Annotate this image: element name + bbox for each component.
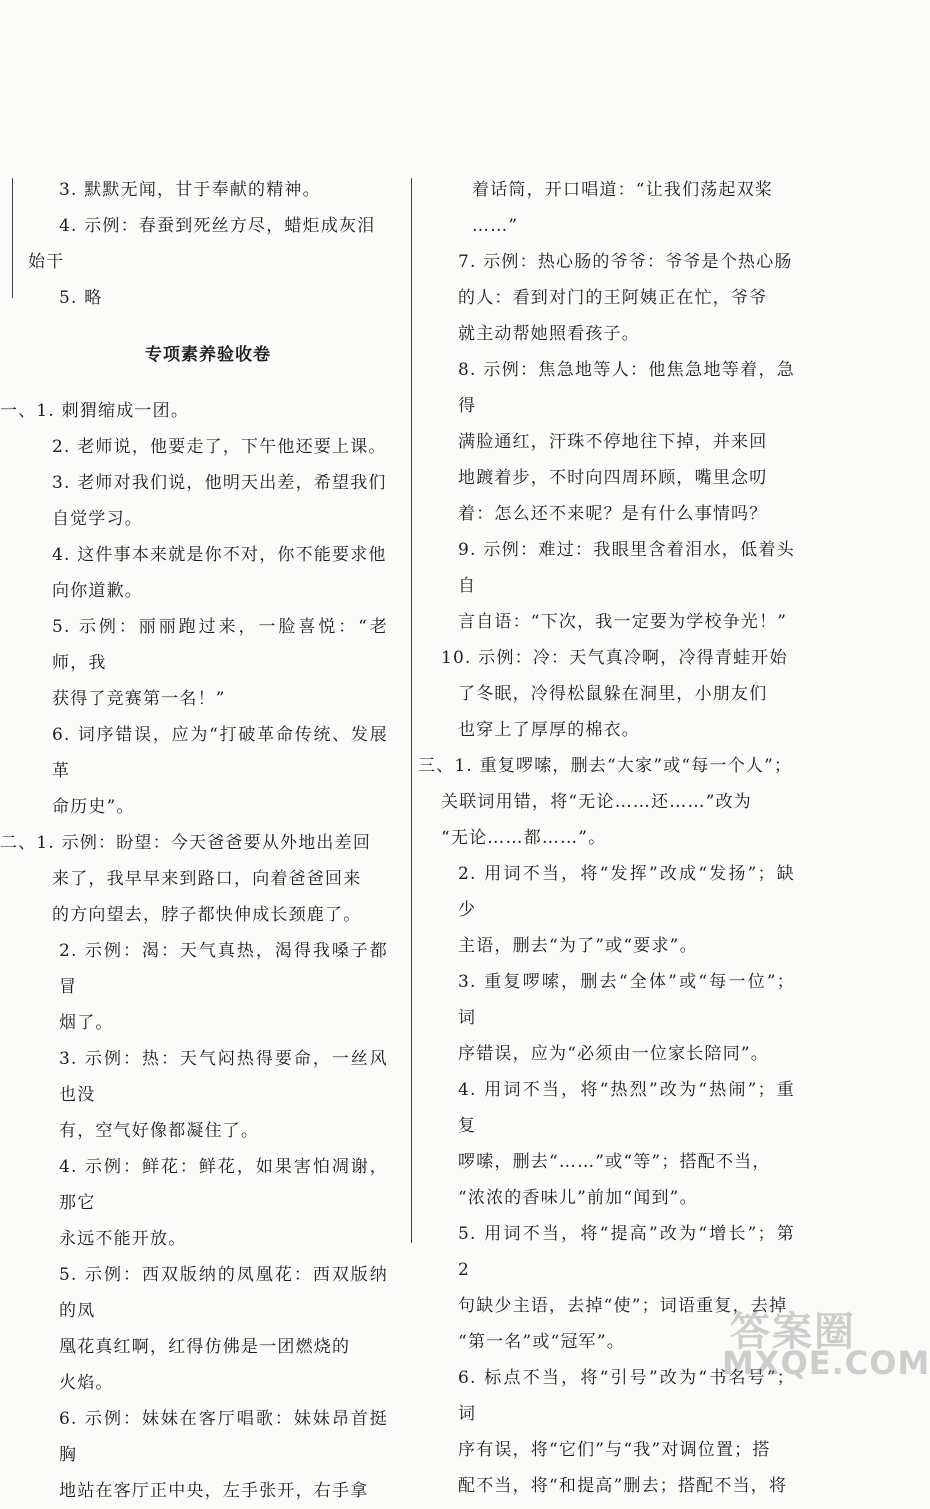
answer-line: 也穿上了厚厚的棉衣。 (458, 720, 640, 740)
answer-line: “浓浓的香味儿”前加“闻到”。 (458, 1188, 698, 1208)
answer-line: 了冬眠，冷得松鼠躲在洞里，小朋友们 (458, 684, 768, 704)
answer-line: 自觉学习。 (52, 509, 143, 529)
answer-line: 5. 示例：西双版纳的凤凰花：西双版纳的凤 (59, 1265, 388, 1321)
answer-line: 的人：看到对门的王阿姨正在忙，爷爷 (458, 288, 768, 308)
answer-line: 一、1. 刺猬缩成一团。 (0, 401, 190, 421)
answer-line: 7. 示例：热心肠的爷爷：爷爷是个热心肠 (458, 252, 793, 272)
answer-line: 8. 示例：焦急地等人：他焦急地等着，急得 (458, 360, 795, 416)
answer-line: 向你道歉。 (52, 581, 143, 601)
answer-line: 就主动帮她照看孩子。 (458, 324, 640, 344)
answer-line: 6. 标点不当，将“引号”改为“书名号”；词 (458, 1368, 795, 1424)
answer-line: 火焰。 (59, 1373, 114, 1393)
answer-line: 有，空气好像都凝住了。 (59, 1121, 260, 1141)
answer-line: 地踱着步，不时向四周环顾，嘴里念叨 (458, 468, 768, 488)
answer-line: 满脸通红，汗珠不停地往下掉，并来回 (458, 432, 768, 452)
answer-line: 啰嗦，删去“……”或“等”；搭配不当， (458, 1152, 771, 1172)
left-margin-rule (12, 178, 13, 298)
answer-line: 二、1. 示例：盼望：今天爸爸要从外地出差回 (0, 833, 372, 853)
answer-line: 4. 示例：鲜花：鲜花，如果害怕凋谢，那它 (59, 1157, 388, 1213)
answer-line: 6. 示例：妹妹在客厅唱歌：妹妹昂首挺胸 (59, 1409, 388, 1465)
answer-line: 主语，删去“为了”或“要求”。 (458, 936, 698, 956)
answer-line: 句缺少主语，去掉“使”；词语重复，去掉 (458, 1296, 788, 1316)
answer-line: 4. 示例：春蚕到死丝方尽，蜡炬成灰泪 (59, 216, 376, 236)
answer-line: 序有误，将“它们”与“我”对调位置；搭 (458, 1440, 771, 1460)
answer-line: 4. 用词不当，将“热烈”改为“热闹”；重复 (458, 1080, 795, 1136)
answer-line: ……” (472, 216, 519, 236)
answer-line: 9. 示例：难过：我眼里含着泪水，低着头自 (458, 540, 795, 596)
answer-line: 凰花真红啊，红得仿佛是一团燃烧的 (59, 1337, 351, 1357)
answer-line: 言自语：“下次，我一定要为学校争光！” (458, 612, 788, 632)
answer-line: “无论……都……”。 (441, 828, 607, 848)
answer-line: 着话筒，开口唱道：“让我们荡起双桨 (472, 180, 774, 200)
left-column (0, 172, 388, 1509)
answer-line: 来了，我早早来到路口，向着爸爸回来 (52, 869, 362, 889)
answer-line: 地站在客厅正中央，左手张开，右手拿 (59, 1481, 369, 1501)
answer-line: 10. 示例：冷：天气真冷啊，冷得青蛙开始 (441, 648, 788, 668)
answer-line: 2. 老师说，他要走了，下午他还要上课。 (52, 437, 387, 457)
answer-line: 5. 略 (59, 288, 103, 308)
answer-line: 烟了。 (59, 1013, 114, 1033)
watermark-url: MXQE.COM (722, 1344, 930, 1382)
answer-line: 5. 用词不当，将“提高”改为“增长”；第 2 (458, 1224, 795, 1280)
answer-line: 的方向望去，脖子都快伸成长颈鹿了。 (52, 905, 362, 925)
answer-line: 5. 示例：丽丽跑过来，一脸喜悦：“老师，我 (52, 617, 388, 673)
answer-line: 3. 老师对我们说，他明天出差，希望我们 (52, 473, 387, 493)
column-divider (411, 178, 412, 1243)
answer-line: 配不当，将“和提高”删去；搭配不当，将 (458, 1476, 788, 1496)
answer-line: 三、1. 重复啰嗦，删去“大家”或“每一个人”； (418, 756, 793, 776)
answer-line: 2. 示例：渴：天气真热，渴得我嗓子都冒 (59, 941, 388, 997)
answer-line: 着：怎么还不来呢？是有什么事情吗？ (458, 504, 768, 524)
answer-line: 3. 默默无闻，甘于奉献的精神。 (59, 180, 321, 200)
section-heading: 专项素养验收卷 (145, 345, 271, 365)
answer-line: 3. 示例：热：天气闷热得要命，一丝风也没 (59, 1049, 388, 1105)
site-watermark (722, 1300, 930, 1386)
answer-line: 关联词用错，将“无论……还……”改为 (441, 792, 752, 812)
answer-line: 6. 词序错误，应为“打破革命传统、发展革 (52, 725, 388, 781)
answer-line: 3. 重复啰嗦，删去“全体”或“每一位”；词 (458, 972, 795, 1028)
watermark-cn: 答案圈 (730, 1309, 856, 1355)
answer-line: 始干 (28, 252, 65, 272)
answer-line: 获得了竞赛第一名！” (52, 689, 226, 709)
answer-line: 2. 用词不当，将“发挥”改成“发扬”；缺少 (458, 864, 795, 920)
answer-line: 4. 这件事本来就是你不对，你不能要求他 (52, 545, 387, 565)
answer-line: 命历史”。 (52, 797, 135, 817)
answer-line: 永远不能开放。 (59, 1229, 187, 1249)
answer-line: 序错误，应为“必须由一位家长陪同”。 (458, 1044, 769, 1064)
answer-line: “第一名”或“冠军”。 (458, 1332, 625, 1352)
